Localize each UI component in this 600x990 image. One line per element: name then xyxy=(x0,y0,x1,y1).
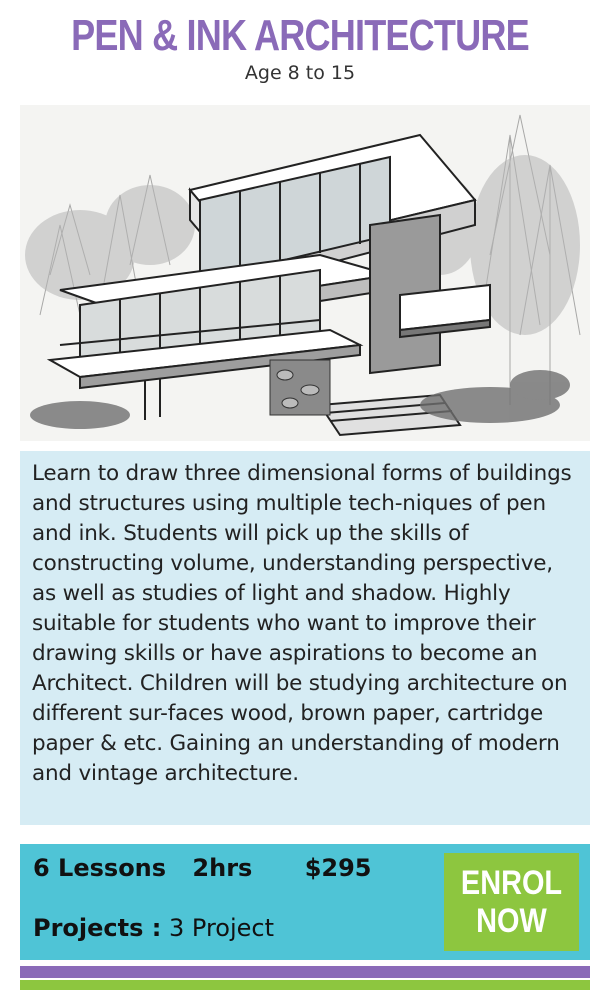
projects-value: 3 Project xyxy=(169,914,275,942)
course-price: $295 xyxy=(304,854,372,882)
enrol-line1: ENROL xyxy=(460,864,563,902)
projects-label: Projects : xyxy=(33,914,162,942)
lessons-count: 6 Lessons xyxy=(33,854,167,882)
enrol-line2: NOW xyxy=(476,902,547,940)
course-summary xyxy=(33,854,389,882)
course-info-panel xyxy=(20,844,590,960)
architecture-sketch-image xyxy=(20,105,590,441)
age-range: Age 8 to 15 xyxy=(244,62,356,84)
projects-line xyxy=(33,914,274,942)
footer-bar-purple xyxy=(20,966,590,978)
footer-bar-green xyxy=(20,980,590,990)
page-title: PEN & INK ARCHITECTURE xyxy=(71,11,529,60)
course-description: Learn to draw three dimensional forms of buildings and structures using multiple tech-niques of pen and ink. Students will pick up the skills of constructing volume, understanding perspective, as well as studies of light and shadow. Highly suitable for students who want to improve their drawing skills or have aspirations to become an Architect. Children will be studying architecture on different sur-faces wood, brown paper, cartridge paper & etc. Gaining an understanding of modern and vintage architecture. xyxy=(20,451,590,825)
lesson-duration: 2hrs xyxy=(192,854,253,882)
enrol-now-button[interactable] xyxy=(444,853,579,951)
